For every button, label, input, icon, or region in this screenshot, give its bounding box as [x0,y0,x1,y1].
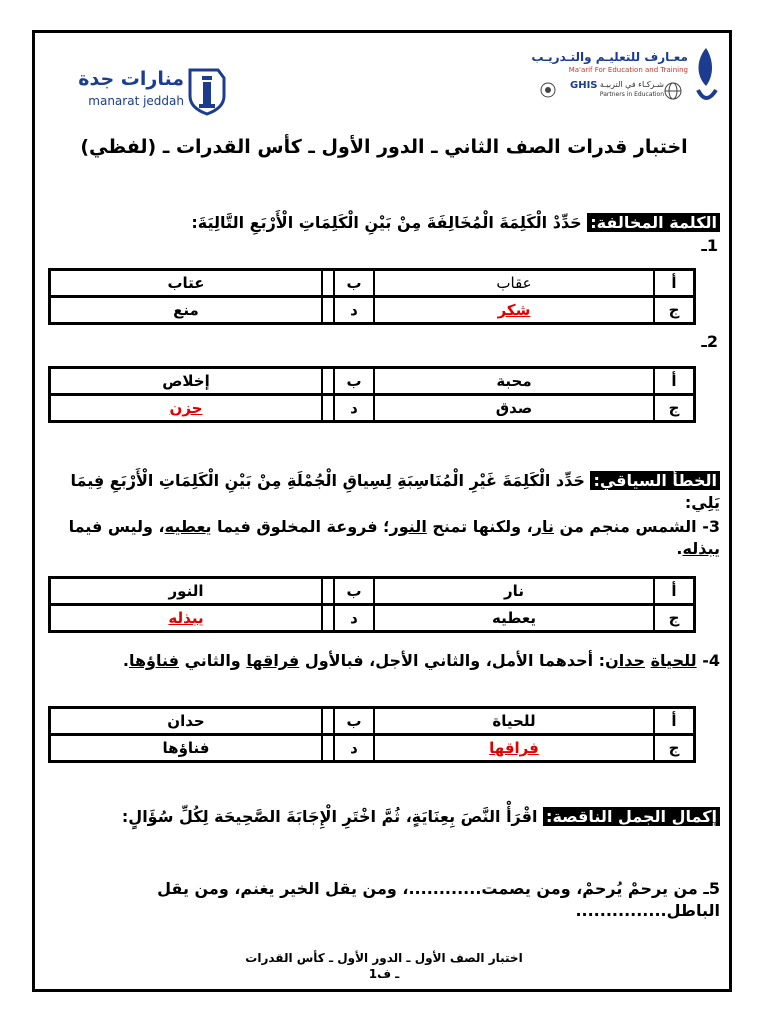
maarif-arabic-name: معـارف للتعليـم والتـدريـب [531,50,688,64]
sentence-text: ، ولكنها تمنح [426,517,533,536]
section-instruction-text: حَدِّد الْكَلِمَةَ غَيْرِ الْمُنَاسِبَةِ لِسِياقِ الْجُمْلَةِ مِنْ بَيْنِ الْكَلِمَاتِ الْأَرْبَعِ فِيمَا يَلِي: [70,471,720,512]
section-heading-odd-word: الكلمة المخالفة: [587,213,720,232]
option-letter-c: ج [654,604,694,631]
option-letter-c: ج [654,394,694,421]
exam-title: اختبار قدرات الصف الثاني ـ الدور الأول ـ كأس القدرات ـ (لفظي) [80,136,688,158]
sentence-text: ، وليس فيما [68,517,165,536]
cell-divider [322,708,334,734]
option-b[interactable]: النور [50,578,322,604]
cell-divider [322,604,334,631]
option-letter-d: د [334,394,374,421]
cell-divider [322,368,334,394]
question-3-options [48,576,696,633]
sentence-text: . [676,539,683,558]
question-number-3: 3- [696,517,720,536]
question-2-options [48,366,696,423]
section-completion-instruction [50,806,720,828]
option-d-correct[interactable]: يبذله [168,609,204,627]
option-letter-a: أ [654,368,694,394]
question-number-1: 1ـ [701,236,718,255]
option-d-correct[interactable]: حزن [169,399,203,417]
manarat-latin-name: manarat jeddah [88,94,184,108]
underlined-word: للحياة [650,651,697,670]
underlined-word: نار [532,517,554,536]
option-letter-b: ب [334,270,374,296]
manarat-arabic-name: منارات جدة [78,68,184,90]
option-c[interactable]: يعطيه [374,604,654,631]
option-b[interactable]: إخلاص [50,368,322,394]
option-letter-b: ب [334,368,374,394]
option-letter-c: ج [654,296,694,323]
option-letter-c: ج [654,734,694,761]
page-footer [200,950,568,982]
question-4-options [48,706,696,763]
cell-divider [322,296,334,323]
question-number-4: 4- [696,651,720,670]
option-c-correct[interactable]: فراقها [489,739,539,757]
option-a[interactable]: نار [374,578,654,604]
option-letter-b: ب [334,578,374,604]
option-b[interactable]: حدان [50,708,322,734]
underlined-word: النور [389,517,427,536]
maarif-latin-name: Ma'arif For Education and Training [568,66,688,74]
section-odd-word-instruction [50,212,720,234]
option-b[interactable]: عتاب [50,270,322,296]
underlined-word: يعطيه [164,517,212,536]
underlined-word: فناؤها [128,651,179,670]
question-3-sentence [50,516,720,560]
sentence-text: : أحدهما الأمل، والثاني الأجل، فبالأول [299,651,606,670]
section-heading-context-error: الخطأ السياقي: [590,471,720,490]
sentence-text: . [122,651,129,670]
partners-arabic: شـركـاء في التربيـة [599,80,664,89]
section-heading-completion: إكمال الجمل الناقصة: [543,807,720,826]
underlined-word: فراقها [246,651,300,670]
question-4-sentence [50,650,720,672]
option-letter-d: د [334,734,374,761]
sentence-text: والثاني [179,651,247,670]
question-1-options [48,268,696,325]
partners-latin: Partners in Education [599,91,664,98]
cell-divider [322,270,334,296]
section-instruction-text: اقْرَأْ النَّصَ بِعِنَايَةٍ، ثُمَّ اخْتَرِ الْإِجَابَةَ الصَّحِيحَة لِكُلِّ سُؤَالٍ: [121,807,544,826]
underlined-word: يبذله [682,539,720,558]
option-c[interactable]: صدق [374,394,654,421]
maarif-emblem-icon [692,46,720,106]
footer-line-2: ـ ف1 [368,967,400,981]
question-5-sentence: 5ـ من يرحمْ يُرحمْ، ومن يصمت............، ومن يقل الخير يغنم، ومن يقل الباطل............... [157,879,720,920]
option-c-correct[interactable]: شكر [497,301,531,319]
underlined-word: حدان [605,651,645,670]
maarif-logo [512,46,720,108]
section-context-error-instruction [50,470,720,514]
cell-divider [322,394,334,421]
option-letter-b: ب [334,708,374,734]
option-letter-a: أ [654,270,694,296]
option-a[interactable]: محبة [374,368,654,394]
seal-icon [540,82,556,98]
option-letter-a: أ [654,578,694,604]
globe-icon [664,82,682,100]
option-letter-a: أ [654,708,694,734]
option-d[interactable]: منع [50,296,322,323]
section-instruction-text: حَدِّدْ الْكَلِمَةَ الْمُخَالِفَةَ مِنْ بَيْنِ الْكَلِمَاتِ الْأَرْبَعِ التَّالِيَةَ: [191,213,588,232]
cell-divider [322,734,334,761]
cell-divider [322,578,334,604]
sentence-text: الشمس منجم من [553,517,697,536]
option-a[interactable]: عقاب [374,270,654,296]
option-letter-d: د [334,604,374,631]
sentence-text: ؛ فروعة المخلوق فيما [211,517,390,536]
option-a[interactable]: للحياة [374,708,654,734]
manarat-jeddah-logo [78,66,238,116]
option-d[interactable]: فناؤها [50,734,322,761]
option-letter-d: د [334,296,374,323]
question-number-2: 2ـ [701,332,718,351]
ghis-label: GHIS [570,80,598,91]
footer-line-1: اختبار الصف الأول ـ الدور الأول ـ كأس القدرات [245,951,523,965]
